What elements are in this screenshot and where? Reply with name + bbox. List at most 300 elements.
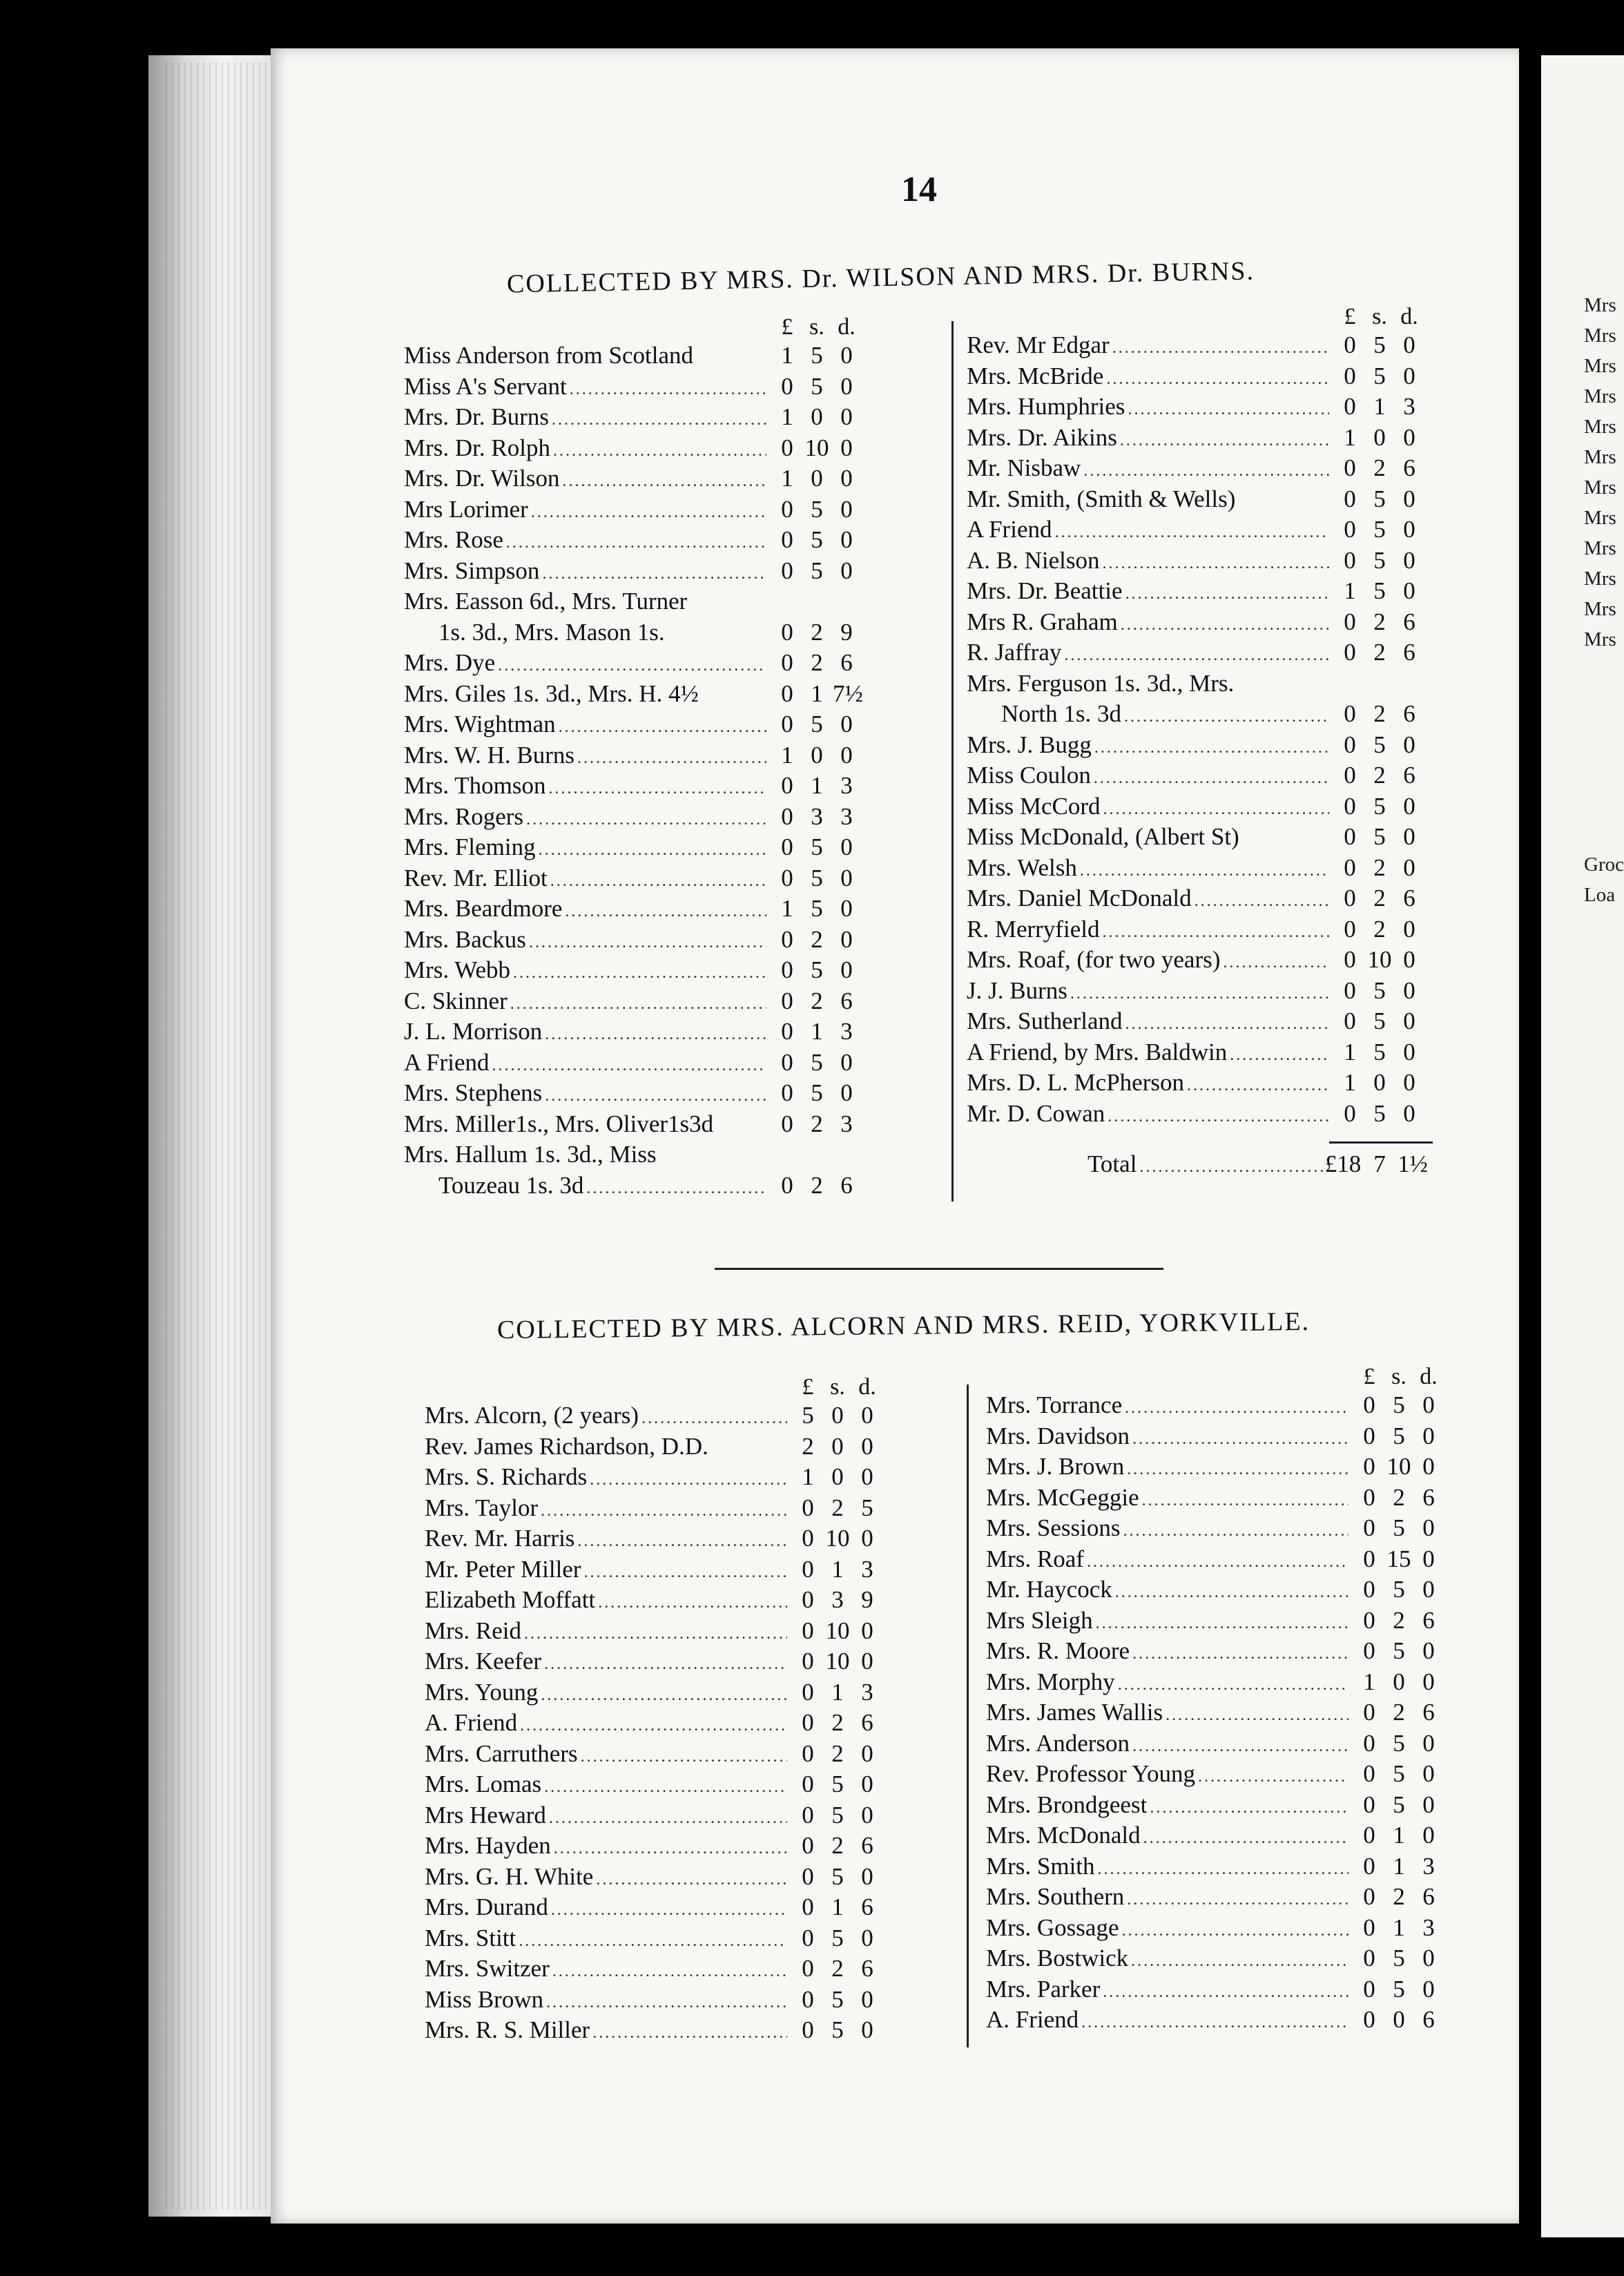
- list-item: [425, 2015, 936, 2046]
- list-item: [425, 1554, 936, 1585]
- list-item: [967, 883, 1478, 914]
- list-item: [425, 1800, 936, 1831]
- amount-pence: 0: [1422, 1576, 1435, 1603]
- list-item: [404, 1139, 915, 1170]
- amount-shillings: 0: [1393, 1668, 1405, 1695]
- amount-pounds: 0: [1344, 731, 1356, 758]
- amount-pounds: 0: [781, 618, 793, 646]
- amount-pounds: 0: [1344, 885, 1356, 912]
- amount-shillings: 5: [811, 1079, 823, 1106]
- amount-pounds: 0: [802, 1739, 814, 1767]
- amount-pounds: 0: [1363, 1453, 1375, 1480]
- amount-shillings: 5: [1393, 1791, 1405, 1818]
- amount-pounds: 1: [781, 403, 793, 430]
- subscriber-name: Mrs. Daniel McDonald .....: [967, 883, 1329, 917]
- amount-pence: 0: [1403, 577, 1415, 604]
- list-item: [986, 1421, 1497, 1452]
- subscriber-name: Mrs. Dr. Wilson .....: [404, 463, 766, 497]
- amount-pence: 6: [861, 1832, 873, 1859]
- amount-pounds: 1: [781, 465, 793, 492]
- amount-shillings: 2: [1373, 639, 1386, 666]
- total-pounds: £18: [1324, 1150, 1362, 1177]
- amount-pence: 0: [861, 1463, 873, 1490]
- list-item: [986, 1544, 1497, 1575]
- amount-shillings: 2: [831, 1955, 844, 1982]
- subscriber-name: Mrs Heward .....: [425, 1800, 787, 1834]
- amount-pence: 0: [861, 1801, 873, 1829]
- amount-pounds: 0: [1363, 1545, 1375, 1572]
- amount-pence: 0: [840, 403, 853, 430]
- amount-shillings: 5: [1393, 1760, 1405, 1787]
- column-header-pounds: £: [1363, 1364, 1375, 1389]
- amount-shillings: 1: [1393, 1913, 1405, 1941]
- amount-pence: 0: [840, 1079, 853, 1106]
- amount-pounds: 0: [802, 1648, 814, 1675]
- subscriber-name: R. Merryfield .....: [967, 914, 1329, 948]
- list-item: [986, 1974, 1497, 2005]
- list-item: [404, 494, 915, 525]
- subscriber-name: Mrs. Durand .....: [425, 1892, 787, 1926]
- amount-shillings: 2: [1373, 608, 1386, 635]
- amount-pence: 0: [1422, 1514, 1435, 1541]
- amount-shillings: 5: [811, 895, 823, 922]
- amount-pounds: 0: [1344, 516, 1356, 543]
- amount-pounds: 0: [1344, 362, 1356, 389]
- list-item: [404, 1078, 915, 1109]
- amount-shillings: 0: [811, 403, 823, 430]
- adjacent-page-fragment: Mrs: [1584, 446, 1616, 468]
- list-item: [425, 1892, 936, 1923]
- subscriber-name: Mrs. Miller1s., Mrs. Oliver1s3d: [404, 1110, 714, 1137]
- amount-pence: 0: [861, 1924, 873, 1951]
- subscriber-name: Mrs. Keefer .....: [425, 1646, 787, 1680]
- amount-pounds: 1: [781, 741, 793, 769]
- amount-pence: 0: [1403, 823, 1415, 850]
- amount-pounds: 0: [781, 833, 793, 860]
- amount-pence: 0: [1403, 546, 1415, 574]
- amount-shillings: 2: [1373, 700, 1386, 727]
- amount-shillings: 1: [831, 1893, 844, 1920]
- adjacent-page-fragment: Mrs: [1584, 355, 1616, 377]
- list-item: [967, 361, 1478, 392]
- list-item: [425, 1585, 936, 1616]
- amount-pence: 6: [1422, 1883, 1435, 1910]
- amount-shillings: 10: [1386, 1453, 1411, 1480]
- column-header-shillings: s.: [830, 1374, 845, 1400]
- list-item: [986, 1513, 1497, 1544]
- amount-pounds: 0: [781, 1171, 793, 1199]
- subscriber-name: Mrs. Dr. Burns .....: [404, 402, 766, 436]
- amount-pence: 5: [861, 1494, 873, 1521]
- subscriber-name: Mrs. Alcorn, (2 years) .....: [425, 1400, 787, 1434]
- list-item: [986, 1759, 1497, 1790]
- list-item: [404, 894, 915, 925]
- amount-pence: 0: [861, 1617, 873, 1644]
- list-item: [425, 1431, 936, 1463]
- list-item: [404, 525, 915, 556]
- list-item: [404, 648, 915, 679]
- amount-pounds: 0: [781, 495, 793, 523]
- amount-pence: 0: [1422, 1729, 1435, 1757]
- amount-pence: 6: [861, 1893, 873, 1920]
- amount-pounds: 0: [1344, 915, 1356, 943]
- amount-pence: 0: [1422, 1453, 1435, 1480]
- amount-shillings: 10: [825, 1617, 850, 1644]
- amount-shillings: 5: [1373, 485, 1386, 512]
- amount-pounds: 0: [1344, 1007, 1356, 1034]
- amount-pounds: 0: [802, 1985, 814, 2013]
- subscriber-name: Mrs. Morphy .....: [986, 1667, 1348, 1701]
- subscriber-name: Mrs. Dr. Beattie .....: [967, 576, 1329, 610]
- amount-pounds: 0: [1363, 1514, 1375, 1541]
- subscriber-name: Mr. D. Cowan .....: [967, 1099, 1329, 1132]
- section2-right-column: [986, 1364, 1497, 2036]
- subscriber-name: Mr. Haycock .....: [986, 1574, 1348, 1608]
- amount-pounds: 2: [802, 1432, 814, 1460]
- amount-pence: 3: [1422, 1913, 1435, 1941]
- amount-shillings: 5: [1373, 1007, 1386, 1034]
- amount-pence: 6: [1422, 1606, 1435, 1634]
- amount-pounds: 0: [802, 1525, 814, 1552]
- amount-pence: 0: [1403, 485, 1415, 512]
- section1-right-column: [967, 304, 1478, 1180]
- amount-shillings: 2: [1373, 854, 1386, 881]
- amount-pounds: 0: [802, 1709, 814, 1736]
- amount-shillings: 2: [831, 1494, 844, 1521]
- subscriber-name: Mrs. Brondgeest .....: [986, 1790, 1348, 1824]
- adjacent-page-fragment: Mrs: [1584, 507, 1616, 529]
- amount-pence: 6: [861, 1709, 873, 1736]
- amount-shillings: 1: [1373, 393, 1386, 420]
- amount-pounds: 0: [1344, 546, 1356, 574]
- amount-pounds: 0: [1344, 393, 1356, 420]
- list-item: [404, 402, 915, 433]
- amount-shillings: 2: [1373, 762, 1386, 789]
- amount-pence: 0: [840, 434, 853, 461]
- amount-pence: 0: [1422, 1945, 1435, 1971]
- amount-shillings: 3: [831, 1586, 844, 1613]
- amount-pence: 3: [840, 1110, 853, 1137]
- amount-pence: 0: [840, 741, 853, 769]
- subscriber-name: Mrs. S. Richards .....: [425, 1462, 787, 1496]
- list-item: [986, 1452, 1497, 1483]
- amount-shillings: 5: [1373, 516, 1386, 543]
- subscriber-name: Mrs. Young .....: [425, 1677, 787, 1711]
- amount-shillings: 0: [811, 465, 823, 492]
- amount-pounds: 0: [1344, 976, 1356, 1004]
- column-header-row: [986, 1364, 1497, 1390]
- total-shillings: 7: [1373, 1150, 1386, 1177]
- list-item: [967, 822, 1478, 853]
- amount-shillings: 3: [811, 802, 823, 830]
- amount-pence: 0: [1403, 362, 1415, 389]
- subscriber-name: Mrs. Stephens .....: [404, 1078, 766, 1112]
- list-item: [967, 637, 1478, 668]
- amount-pounds: 0: [1344, 823, 1356, 850]
- list-item: [967, 730, 1478, 761]
- adjacent-page-fragment: Mrs: [1584, 294, 1616, 316]
- column-header-shillings: s.: [1372, 304, 1387, 329]
- list-item: [967, 392, 1478, 423]
- subscriber-name: Mrs. Beardmore .....: [404, 894, 766, 927]
- list-item: [967, 1006, 1478, 1037]
- subscriber-name: Mrs. Parker .....: [986, 1974, 1348, 2008]
- amount-shillings: 5: [811, 711, 823, 737]
- amount-shillings: 5: [811, 864, 823, 891]
- subscriber-name: Mrs. Ferguson 1s. 3d., Mrs.: [967, 669, 1235, 697]
- amount-pounds: 0: [781, 557, 793, 584]
- amount-pounds: 0: [1344, 608, 1356, 635]
- subscriber-name: Mrs. Webb .....: [404, 955, 766, 989]
- amount-pounds: 0: [802, 1801, 814, 1829]
- amount-shillings: 5: [831, 1771, 844, 1797]
- amount-pence: 6: [1403, 639, 1415, 666]
- list-item: [967, 699, 1478, 730]
- amount-shillings: 5: [831, 1801, 844, 1829]
- amount-shillings: 1: [811, 772, 823, 799]
- amount-shillings: 2: [831, 1709, 844, 1736]
- list-item: [425, 1616, 936, 1647]
- amount-pounds: 0: [1344, 854, 1356, 881]
- subscriber-name: Mrs. Bostwick .....: [986, 1943, 1348, 1977]
- amount-shillings: 2: [1373, 885, 1386, 912]
- amount-pence: 0: [840, 956, 853, 983]
- column-header-pounds: £: [781, 314, 793, 340]
- subscriber-name: Rev. Professor Young .....: [986, 1759, 1348, 1793]
- amount-pence: 0: [1403, 516, 1415, 543]
- subscriber-name: Mrs Lorimer .....: [404, 494, 766, 528]
- amount-shillings: 5: [1393, 1975, 1405, 2003]
- column-header-pounds: £: [802, 1374, 814, 1400]
- column-header-pence: d.: [858, 1374, 876, 1400]
- amount-pounds: 0: [1363, 1576, 1375, 1603]
- subscriber-name: Mrs. Dye .....: [404, 648, 766, 682]
- amount-shillings: 1: [1393, 1822, 1405, 1849]
- subscriber-name: Elizabeth Moffatt .....: [425, 1585, 787, 1619]
- subscriber-name: Miss McDonald, (Albert St): [967, 823, 1239, 850]
- subscriber-name: A Friend .....: [404, 1048, 766, 1081]
- list-item: [986, 1605, 1497, 1637]
- amount-pounds: 0: [781, 1018, 793, 1045]
- list-item: [986, 2005, 1497, 2036]
- amount-pence: 0: [1403, 915, 1415, 943]
- list-item: [967, 853, 1478, 884]
- amount-pence: 3: [861, 1678, 873, 1706]
- amount-shillings: 5: [1373, 976, 1386, 1004]
- adjacent-page-fragment: Groc: [1584, 854, 1624, 876]
- list-item: [404, 1048, 915, 1079]
- subscriber-name: Mrs. Southern .....: [986, 1882, 1348, 1916]
- amount-pounds: 0: [1363, 1822, 1375, 1849]
- subscriber-name: Miss A's Servant .....: [404, 372, 766, 405]
- subscriber-name: Mrs. J. Brown .....: [986, 1452, 1348, 1485]
- amount-shillings: 2: [1393, 1883, 1405, 1910]
- amount-pence: 0: [1403, 792, 1415, 820]
- amount-pounds: 0: [802, 1555, 814, 1583]
- subscriber-name: Rev. Mr. Elliot .....: [404, 863, 766, 897]
- subscriber-name: Mrs. Reid .....: [425, 1616, 787, 1650]
- amount-pounds: 5: [802, 1402, 814, 1429]
- adjacent-page-fragment: Loa: [1584, 884, 1616, 906]
- amount-pounds: 1: [1363, 1668, 1375, 1695]
- subscriber-name: Mrs. Smith .....: [986, 1851, 1348, 1885]
- amount-shillings: 5: [831, 1985, 844, 2013]
- list-item: [986, 1820, 1497, 1851]
- amount-pence: 6: [840, 987, 853, 1014]
- adjacent-page-fragment: Mrs: [1584, 476, 1616, 499]
- amount-pounds: 0: [1363, 1483, 1375, 1511]
- amount-shillings: 5: [1373, 823, 1386, 850]
- subscriber-name: Mrs. McGeggie .....: [986, 1483, 1348, 1516]
- amount-pence: 0: [861, 1771, 873, 1797]
- adjacent-page-fragment: Mrs: [1584, 598, 1616, 620]
- subscriber-name: Mrs. Roaf, (for two years) .....: [967, 945, 1329, 978]
- amount-pence: 0: [1403, 1099, 1415, 1127]
- subscriber-name: Mrs. Gossage .....: [986, 1913, 1348, 1947]
- list-item: [967, 607, 1478, 638]
- subscriber-name: Rev. Mr Edgar .....: [967, 330, 1329, 364]
- amount-shillings: 5: [1393, 1945, 1405, 1971]
- subscriber-name: Mrs. Simpson .....: [404, 556, 766, 590]
- list-item: [404, 340, 915, 372]
- list-item: [967, 945, 1478, 976]
- subscriber-name: Mrs. Davidson .....: [986, 1421, 1348, 1455]
- list-item: [425, 1862, 936, 1893]
- amount-shillings: 5: [1393, 1422, 1405, 1449]
- list-item: [404, 372, 915, 403]
- subscriber-name: R. Jaffray .....: [967, 637, 1329, 671]
- amount-pounds: 1: [1344, 577, 1356, 604]
- list-item: [425, 1769, 936, 1800]
- list-item: [404, 1170, 915, 1202]
- amount-pence: 0: [840, 833, 853, 860]
- amount-pounds: 0: [802, 1924, 814, 1951]
- subscriber-name: A. B. Nielson .....: [967, 546, 1329, 579]
- list-item: [967, 453, 1478, 484]
- amount-pence: 0: [1422, 1760, 1435, 1787]
- subscriber-name: Mrs. Rogers .....: [404, 802, 766, 836]
- amount-shillings: 2: [831, 1739, 844, 1767]
- amount-shillings: 15: [1386, 1545, 1411, 1572]
- amount-shillings: 5: [811, 526, 823, 553]
- amount-pence: 0: [1403, 1038, 1415, 1065]
- column-header-pence: d.: [838, 314, 856, 340]
- amount-pounds: 0: [1344, 331, 1356, 358]
- list-item: [425, 1677, 936, 1708]
- subscriber-name: Mrs R. Graham .....: [967, 607, 1329, 641]
- amount-pence: 0: [1422, 1791, 1435, 1818]
- section2-left-column: [425, 1374, 936, 2046]
- amount-shillings: 5: [811, 833, 823, 860]
- list-item: [425, 1400, 936, 1431]
- list-item: [986, 1574, 1497, 1605]
- subscriber-name: Rev. Mr. Harris .....: [425, 1523, 787, 1557]
- subscriber-name: Mrs. McBride .....: [967, 361, 1329, 395]
- amount-pence: 3: [1403, 393, 1415, 420]
- adjacent-page-fragment: Mrs: [1584, 416, 1616, 438]
- subscriber-name: Mrs. Humphries .....: [967, 392, 1329, 425]
- amount-shillings: 2: [811, 987, 823, 1014]
- amount-pence: 9: [840, 618, 853, 646]
- list-item: [986, 1943, 1497, 1974]
- amount-shillings: 5: [811, 557, 823, 584]
- amount-pounds: 0: [781, 802, 793, 830]
- amount-pence: 0: [861, 1525, 873, 1552]
- subscriber-name: Mr. Nisbaw .....: [967, 453, 1329, 487]
- total-label: Total .....: [967, 1149, 1329, 1183]
- amount-shillings: 5: [811, 495, 823, 523]
- list-item: [404, 433, 915, 464]
- amount-pence: 6: [1403, 608, 1415, 635]
- amount-pounds: 0: [781, 649, 793, 676]
- subscriber-name: Mrs. Wightman .....: [404, 709, 766, 743]
- subscriber-name: C. Skinner .....: [404, 986, 766, 1020]
- subscriber-name: Mrs. Carruthers .....: [425, 1739, 787, 1773]
- amount-shillings: 5: [1373, 792, 1386, 820]
- amount-pounds: 0: [1363, 1699, 1375, 1726]
- list-item: [986, 1790, 1497, 1821]
- subscriber-name: A Friend, by Mrs. Baldwin .....: [967, 1037, 1329, 1071]
- amount-pounds: 0: [1363, 1913, 1375, 1941]
- subscriber-name: Mr. Peter Miller .....: [425, 1554, 787, 1588]
- amount-pounds: 0: [1363, 1975, 1375, 2003]
- subscriber-name: Touzeau 1s. 3d .....: [404, 1170, 766, 1204]
- list-item: [404, 463, 915, 494]
- list-item: [967, 760, 1478, 791]
- list-item: [404, 617, 915, 648]
- amount-pence: 0: [1403, 946, 1415, 973]
- list-item: [404, 955, 915, 986]
- subscriber-name: Mrs. G. H. White .....: [425, 1862, 787, 1896]
- section2-column-divider: [967, 1385, 969, 2047]
- amount-shillings: 5: [1373, 546, 1386, 574]
- subscriber-name: J. L. Morrison .....: [404, 1016, 766, 1050]
- amount-shillings: 5: [1393, 1391, 1405, 1418]
- amount-pounds: 0: [1344, 946, 1356, 973]
- subscriber-name: Rev. James Richardson, D.D.: [425, 1432, 708, 1460]
- amount-pounds: 0: [802, 1617, 814, 1644]
- list-item: [967, 514, 1478, 546]
- subscriber-name: Mrs. Dr. Aikins .....: [967, 423, 1329, 456]
- adjacent-page-fragment: Mrs: [1584, 385, 1616, 407]
- amount-pence: 0: [1403, 1007, 1415, 1034]
- list-item: [425, 1739, 936, 1770]
- subscriber-name: A Friend .....: [967, 514, 1329, 548]
- list-item: [404, 771, 915, 802]
- amount-shillings: 0: [831, 1402, 844, 1429]
- amount-shillings: 5: [1373, 331, 1386, 358]
- amount-shillings: 5: [811, 1048, 823, 1076]
- amount-pounds: 1: [1344, 1038, 1356, 1065]
- list-item: [986, 1636, 1497, 1667]
- amount-pence: 3: [840, 772, 853, 799]
- section1-heading: COLLECTED BY MRS. Dr. WILSON AND MRS. Dr. BURNS.: [506, 256, 1255, 299]
- list-item: [986, 1913, 1497, 1944]
- subscriber-name: Mrs. Sutherland .....: [967, 1006, 1329, 1040]
- subscriber-name: Miss Brown .....: [425, 1985, 787, 2018]
- amount-pounds: 1: [1344, 423, 1356, 451]
- amount-shillings: 0: [1373, 1069, 1386, 1096]
- amount-pence: 0: [1422, 1822, 1435, 1849]
- list-item: [404, 709, 915, 740]
- section1-column-divider: [951, 321, 954, 1202]
- adjacent-page-fragment: Mrs: [1584, 568, 1616, 590]
- amount-pence: 0: [840, 465, 853, 492]
- amount-shillings: 5: [1393, 1729, 1405, 1757]
- subscriber-name: Mrs. Easson 6d., Mrs. Turner: [404, 588, 688, 615]
- amount-shillings: 5: [811, 372, 823, 400]
- subscriber-name: Miss Coulon .....: [967, 760, 1329, 794]
